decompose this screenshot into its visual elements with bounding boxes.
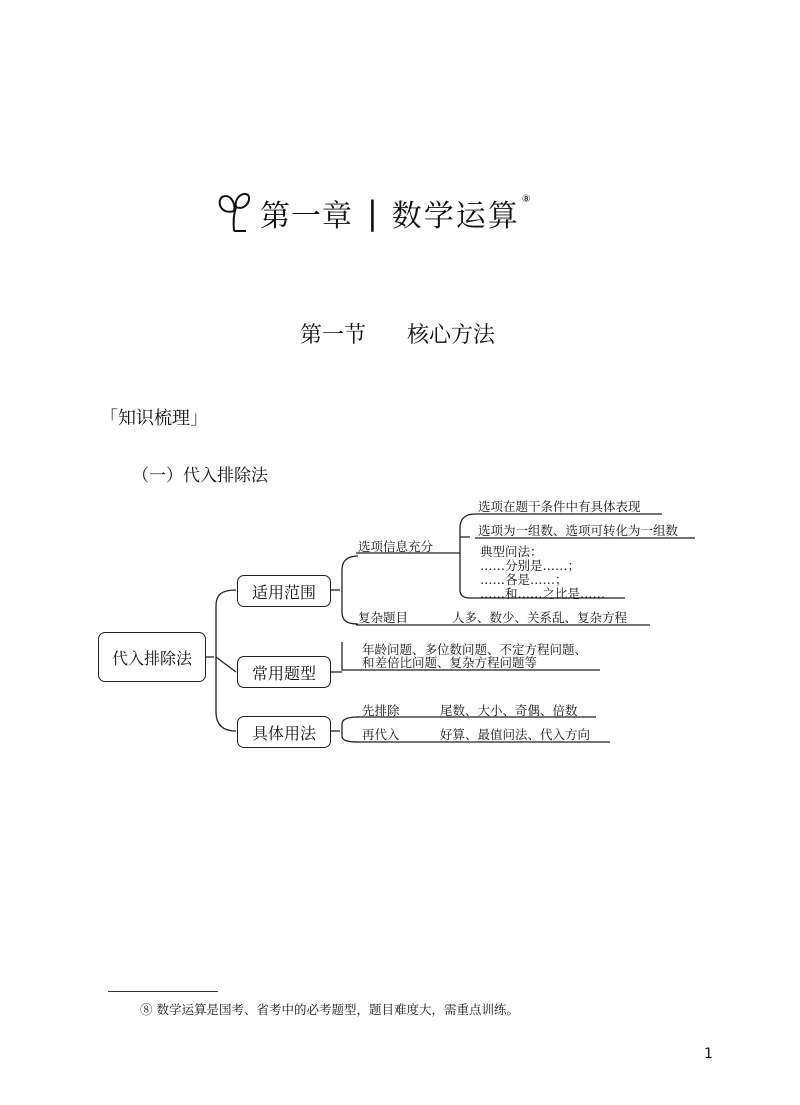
- footnote-text: 数学运算是国考、省考中的必考题型，题目难度大，需重点训练。: [156, 1002, 520, 1017]
- scope-complex-detail: 人多、数少、关系乱、复杂方程: [452, 610, 628, 625]
- mindmap-root-label: 代入排除法: [111, 648, 192, 668]
- typical-question-1: ……分别是……；: [480, 558, 581, 573]
- question-types-line-1: 年龄问题、多位数问题、不定方程问题、: [362, 642, 588, 657]
- knowledge-heading: 「知识梳理」: [100, 408, 208, 429]
- footnote: [140, 1000, 519, 1018]
- usage-substitute-detail: 好算、最值问法、代入方向: [440, 727, 591, 742]
- section-number: 第一节: [300, 323, 367, 348]
- branch-question-types-label: 常用题型: [251, 663, 316, 683]
- scope-complex-label: 复杂题目: [358, 610, 409, 625]
- branch-question-types: [237, 656, 331, 688]
- footnote-reference[interactable]: ⑧: [521, 193, 531, 205]
- footnote-mark: ⑧: [140, 1002, 153, 1017]
- question-types-line-2: 和差倍比问题、复杂方程问题等: [362, 655, 538, 670]
- branch-usage: [237, 716, 331, 748]
- chapter-name: 数学运算: [391, 199, 520, 234]
- typical-question-heading: 典型问法：: [480, 544, 543, 559]
- branch-usage-label: 具体用法: [251, 723, 316, 743]
- mindmap-root: [98, 632, 206, 682]
- typical-question-3: ……和……之比是……: [480, 586, 606, 601]
- usage-exclude-label: 先排除: [362, 703, 400, 718]
- chapter-separator: |: [367, 194, 378, 232]
- scope-option-info-label: 选项信息充分: [358, 539, 434, 554]
- scope-item-2: 选项为一组数、选项可转化为一组数: [478, 523, 679, 538]
- scope-item-1: 选项在题干条件中有具体表现: [478, 499, 641, 514]
- branch-scope: [237, 575, 331, 607]
- usage-substitute-label: 再代入: [362, 727, 400, 742]
- subsection-heading: （一）代入排除法: [132, 466, 268, 486]
- chapter-number: 第一章: [260, 199, 353, 234]
- branch-scope-label: 适用范围: [251, 582, 316, 602]
- section-name: 核心方法: [407, 323, 496, 348]
- footnote-rule: [108, 991, 218, 992]
- typical-question-2: ……各是……；: [480, 572, 568, 587]
- page-number: 1: [704, 1046, 713, 1062]
- usage-exclude-detail: 尾数、大小、奇偶、倍数: [440, 703, 578, 718]
